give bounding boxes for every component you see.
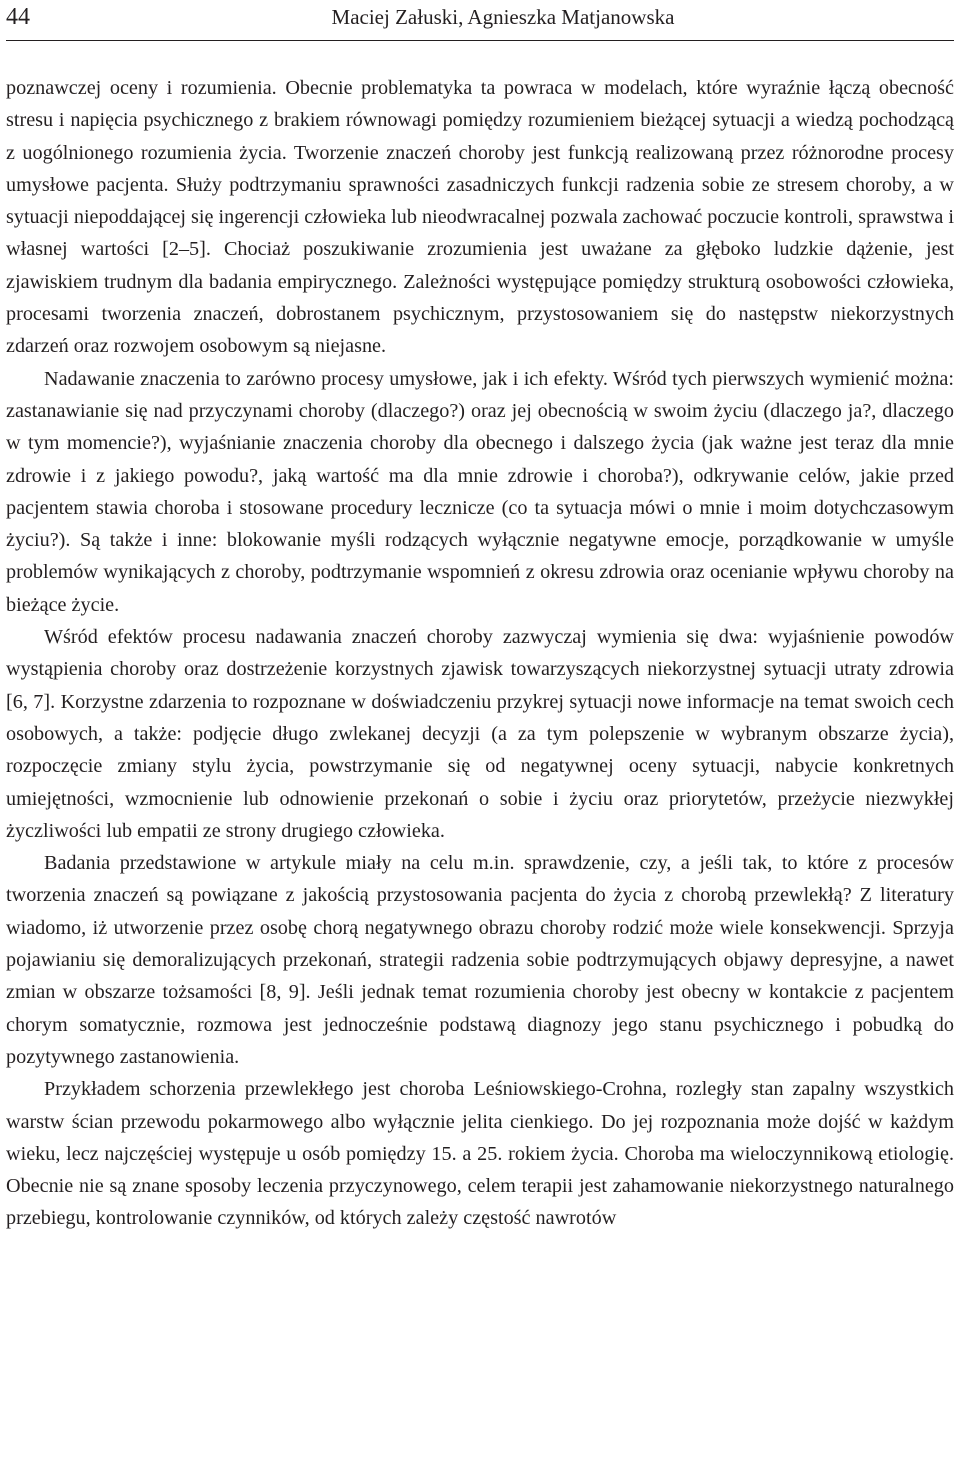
document-page [6,0,954,1230]
running-head: Maciej Załuski, Agnieszka Matjanowska [331,5,675,29]
paragraph: Nadawanie znaczenia to zarówno procesy umysłowe, jak i ich efekty. Wśród tych pierwszych wymienić można: zastanawianie się nad przyczynami choroby (dlaczego?) oraz jej obecnością w swoim życiu (dlaczego ja?, dlaczego w tym momencie?), wyjaśnianie znaczenia choroby dla obecnego i dalszego życia (jak ważne jest teraz dla mnie zdrowie i z jakiego powodu?, jaką wartość ma dla mnie zdrowie i choroba?), odkrywanie celów, jakie przed pacjentem stawia choroba i stosowane procedury lecznicze (co ta sytuacja mówi o mnie i moim dotychczasowym życiu?). Są także i inne: blokowanie myśli rodzących wyłącznie negatywne emocje, porządkowanie w umyśle problemów wynikających z choroby, podtrzymanie wspomnień z okresu zdrowia oraz ocenianie wpływu choroby na bieżące życie. [6,367,954,616]
paragraph: poznawczej oceny i rozumienia. Obecnie problematyka ta powraca w modelach, które wyraźnie łączą obecność stresu i napięcia psychicznego z brakiem równowagi pomiędzy rozumieniem bieżącej sytuacji a wiedzą pochodzącą z uogólnionego rozumienia życia. Tworzenie znaczeń choroby jest funkcją realizowaną przez różnorodne procesy umysłowe pacjenta. Służy podtrzymaniu sprawności zasadniczych funkcji radzenia sobie ze stresem choroby, a w sytuacji niepoddającej się ingerencji człowieka lub nieodwracalnej pozwala zachować poczucie kontroli, sprawstwa i własnej wartości [2–5]. Chociaż poszukiwanie zrozumienia jest uważane za głęboko ludzkie dążenie, jest zjawiskiem trudnym dla badania empirycznego. Zależności występujące pomiędzy strukturą osobowości człowieka, procesami tworzenia znaczeń, dobrostanem psychicznym, przystosowaniem się do następstw niekorzystnych zdarzeń oraz rozwojem osobowym są niejasne. [6,77,954,358]
page-number: 44 [6,4,30,30]
body-text [6,72,954,1235]
paragraph: Przykładem schorzenia przewlekłego jest choroba Leśniowskiego-Crohna, rozległy stan zapalny wszystkich warstw ścian przewodu pokarmowego albo wyłącznie jelita cienkiego. Do jej rozpoznania może dojść w każdym wieku, lecz najczęściej występuje u osób pomiędzy 15. a 25. rokiem życia. Choroba ma wieloczynnikową etiologię. Obecnie nie są znane sposoby leczenia przyczynowego, celem terapii jest zahamowanie niekorzystnego naturalnego przebiegu, kontrolowanie czynników, od których zależy częstość nawrotów [6,1078,954,1230]
paragraph: Wśród efektów procesu nadawania znaczeń choroby zazwyczaj wymienia się dwa: wyjaśnienie powodów wystąpienia choroby oraz dostrzeżenie korzystnych zjawisk towarzyszących niekorzystnej sytuacji utraty zdrowia [6, 7]. Korzystne zdarzenia to rozpoznane w doświadczeniu przykrej sytuacji nowe informacje na temat swoich cech osobowych, a także: podjęcie długo zwlekanej decyzji (a za tym polepszenie w wybranym obszarze życia), rozpoczęcie zmiany stylu życia, powstrzymanie się od negatywnej oceny sytuacji, nabycie konkretnych umiejętności, wzmocnienie lub odnowienie przekonań o sobie i życiu oraz priorytetów, przeżycie niezwykłej życzliwości lub empatii ze strony drugiego człowieka. [6,626,954,842]
page-header [6,0,954,41]
paragraph: Badania przedstawione w artykule miały na celu m.in. sprawdzenie, czy, a jeśli tak, to które z procesów tworzenia znaczeń są powiązane z jakością przystosowania pacjenta do życia z chorobą przewlekłą? Z literatury wiadomo, iż utworzenie przez osobę chorą negatywnego obrazu choroby rodzić może wiele konsekwencji. Sprzyja pojawianiu się demoralizujących przekonań, strategii radzenia sobie podtrzymujących objawy depresyjne, a nawet zmian w obszarze tożsamości [8, 9]. Jeśli jednak temat rozumienia choroby jest obecny w kontakcie z pacjentem chorym somatycznie, rozmowa jest jednocześnie podstawą diagnozy jego stanu psychicznego i pobudką do pozytywnego zastanowienia. [6,852,954,1068]
